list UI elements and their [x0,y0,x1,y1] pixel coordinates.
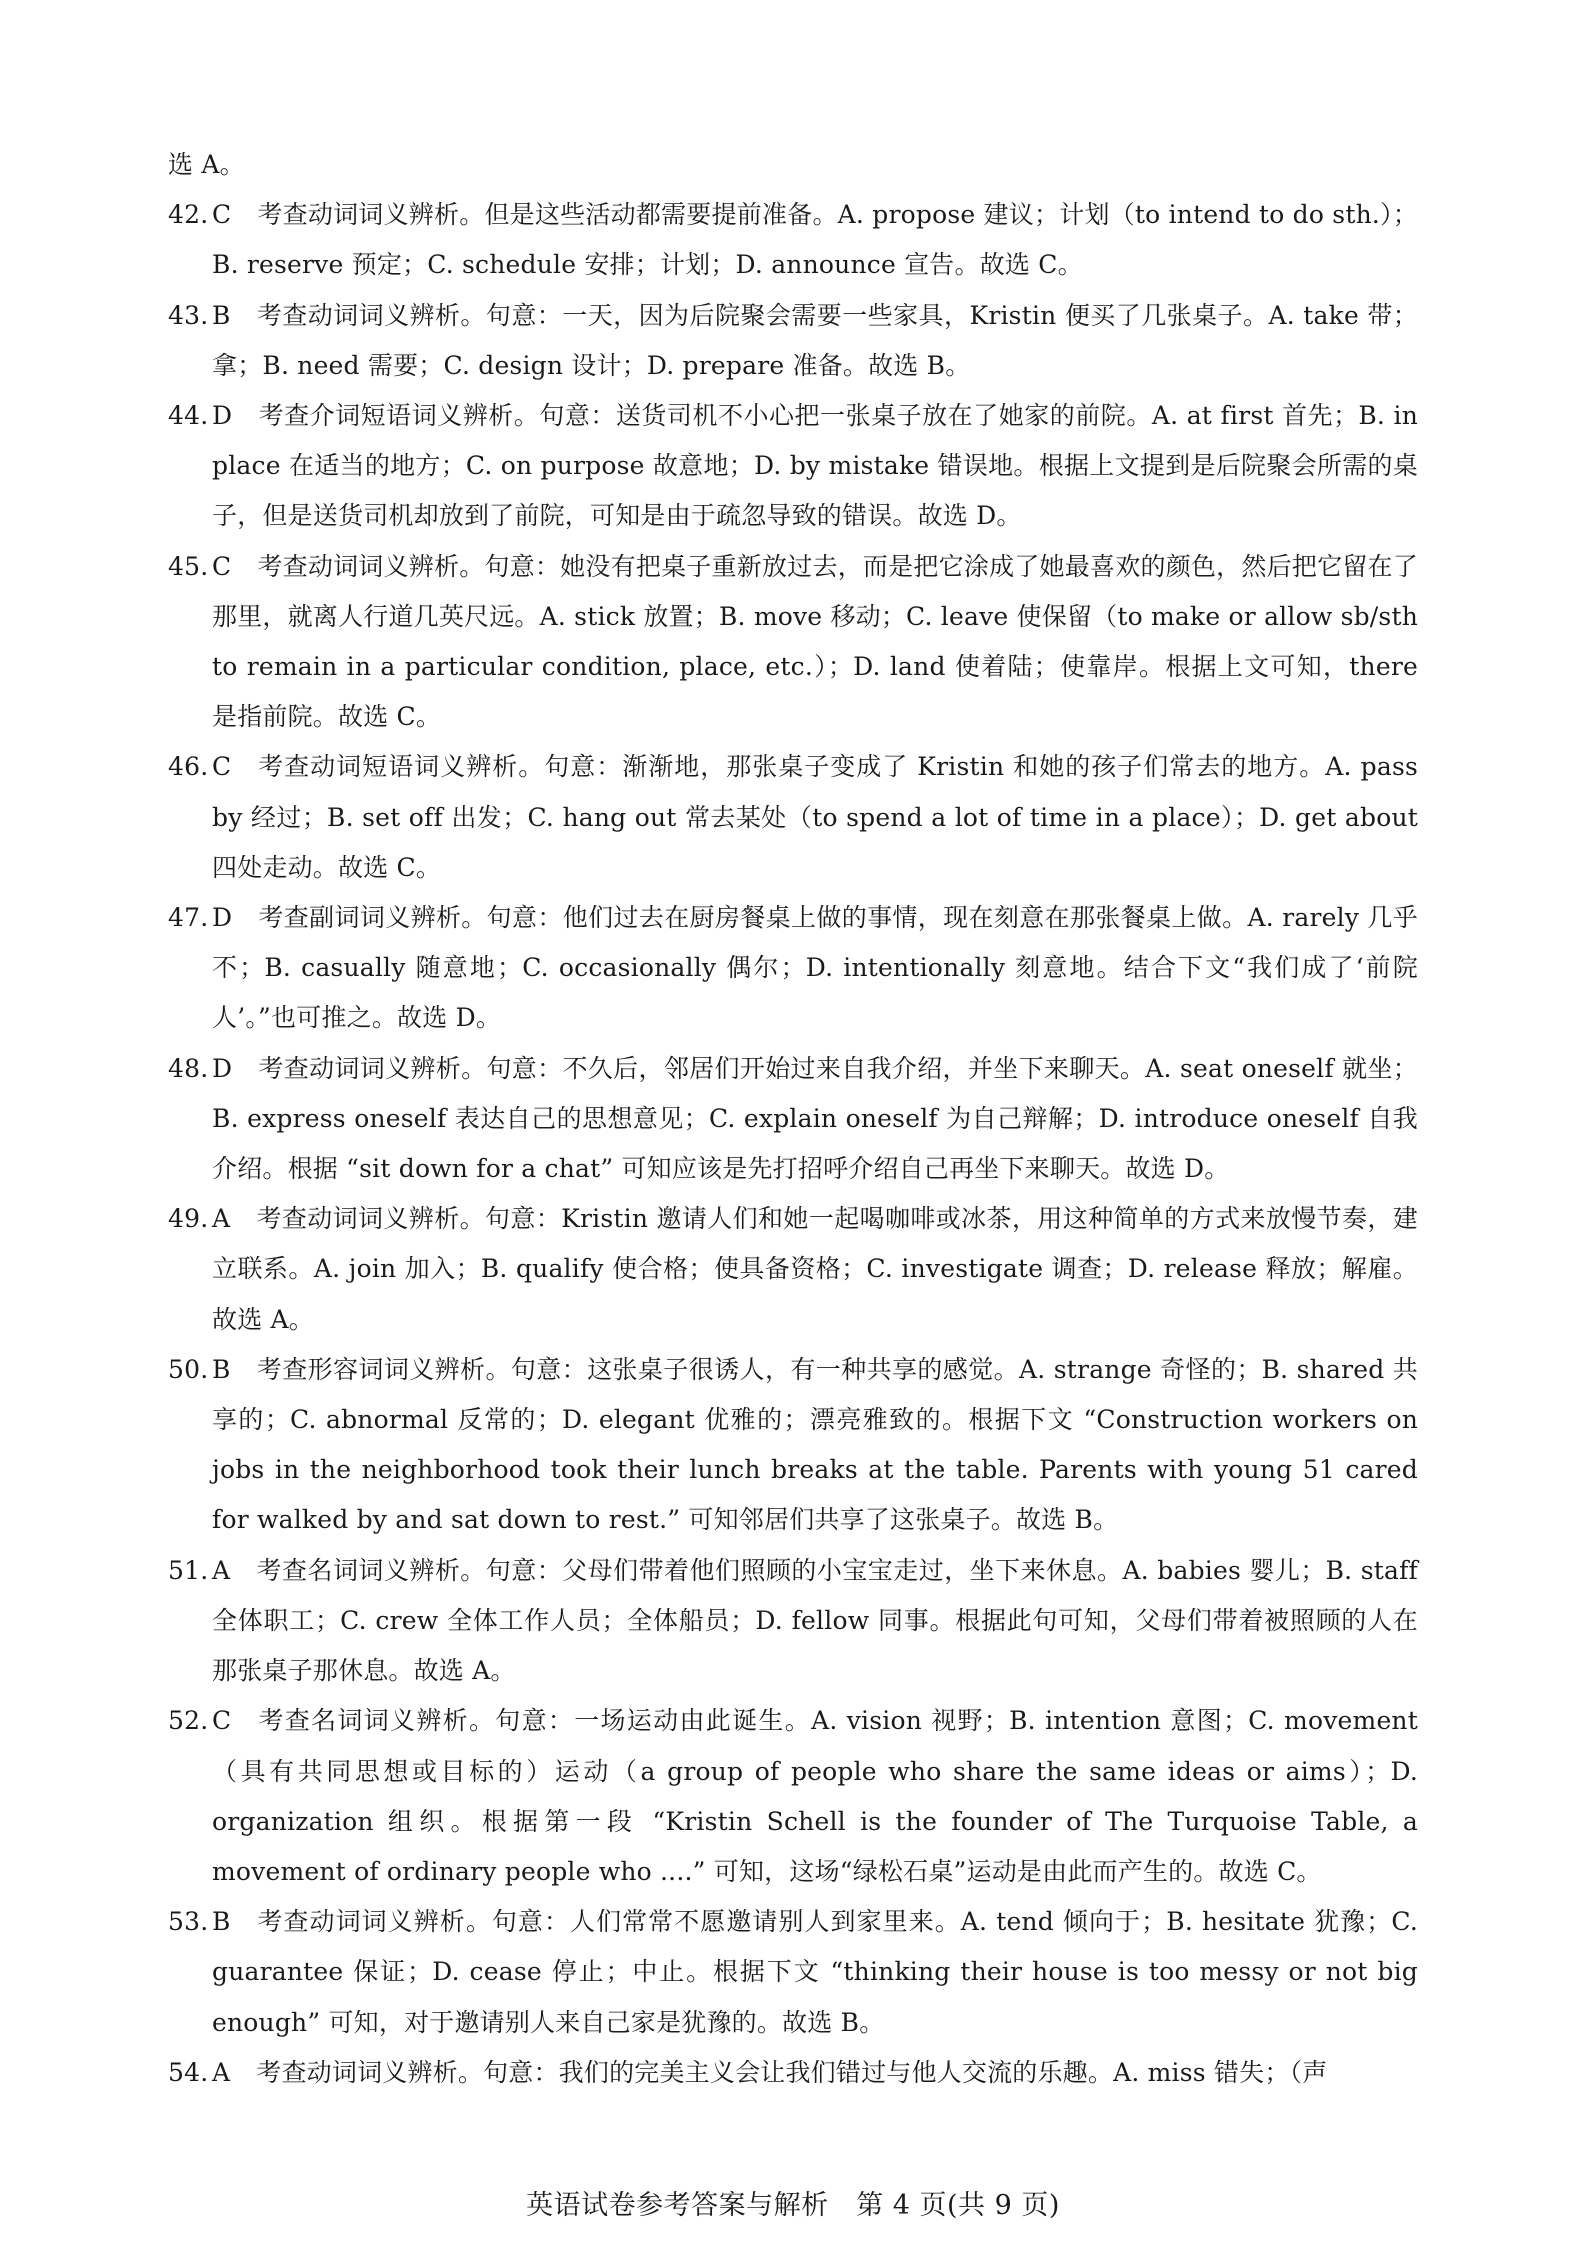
item-answer: D [212,1053,233,1083]
item-text: 考查动词词义辨析。句意：不久后，邻居们开始过来自我介绍，并坐下来聊天。A. seat oneself 就坐；B. express oneself 表达自己的思想意见；C. explain oneself 为自己辩解；D. introduce oneself 自我介绍。根据 “sit down for a chat” 可知应该是先打招呼介绍自己再坐下来聊天。故选 D。 [212,1053,1418,1184]
item-answer: B [212,1354,231,1384]
item-answer: A [212,1204,231,1234]
item-number: 51. [168,1555,209,1585]
explanation-item [168,893,1418,1044]
item-text: 考查介词短语词义辨析。句意：送货司机不小心把一张桌子放在了她家的前院。A. at first 首先；B. in place 在适当的地方；C. on purpose 故意地；D. by mistake 错误地。根据上文提到是后院聚会所需的桌子，但是送货司机却放到了前院，可知是由于疏忽导致的错误。故选 D。 [212,401,1418,531]
explanation-item [168,742,1418,893]
answer-explanations [168,140,1418,2098]
item-number: 43. [168,300,209,330]
item-answer: A [212,2057,231,2087]
continued-line: 选 A。 [168,150,245,179]
explanation-item [168,391,1418,542]
explanation-item [168,1897,1418,2048]
item-answer: B [212,1907,231,1937]
explanation-item [168,1345,1418,1546]
item-text: 考查副词词义辨析。句意：他们过去在厨房餐桌上做的事情，现在刻意在那张餐桌上做。A. rarely 几乎不；B. casually 随意地；C. occasionally 偶尔；D. intentionally 刻意地。结合下文“我们成了‘前院人’。”也可推之。故选 D。 [212,903,1418,1033]
item-text: 考查名词词义辨析。句意：父母们带着他们照顾的小宝宝走过，坐下来休息。A. babies 婴儿；B. staff 全体职工；C. crew 全体工作人员；全体船员；D. fellow 同事。根据此句可知，父母们带着被照顾的人在那张桌子那休息。故选 A。 [212,1555,1418,1686]
item-number: 49. [168,1204,209,1234]
explanation-item [168,190,1418,290]
item-text: 考查动词词义辨析。句意：一天，因为后院聚会需要一些家具，Kristin 便买了几张桌子。A. take 带；拿；B. need 需要；C. design 设计；D. prepare 准备。故选 B。 [212,300,1418,380]
item-answer: A [212,1555,231,1585]
item-answer: D [212,401,233,431]
item-answer: C [212,551,232,581]
item-number: 53. [168,1907,209,1937]
page-footer: 英语试卷参考答案与解析 第 4 页(共 9 页) [526,2190,1060,2221]
explanation-item [168,1546,1418,1697]
explanation-item [168,542,1418,743]
item-text: 考查名词词义辨析。句意：一场运动由此诞生。A. vision 视野；B. intention 意图；C. movement（具有共同思想或目标的）运动（a group of people who share the same ideas or aims）；D. organization 组织。根据第一段 “Kristin Schell is the founder of The Turquoise Table, a movement of ordinary people who ....” 可知，这场“绿松石桌”运动是由此而产生的。故选 C。 [212,1706,1418,1886]
item-number: 45. [168,551,209,581]
item-answer: C [212,752,232,782]
item-text: 考查形容词词义辨析。句意：这张桌子很诱人，有一种共享的感觉。A. strange 奇怪的；B. shared 共享的；C. abnormal 反常的；D. elegant 优雅的；漂亮雅致的。根据下文 “Construction workers on jobs in the neighborhood took their lunch breaks at the table. Parents with young 51 cared for walked by and sat down to rest.” 可知邻居们共享了这张桌子。故选 B。 [212,1354,1418,1535]
item-text: 考查动词词义辨析。句意：人们常常不愿邀请别人到家里来。A. tend 倾向于；B. hesitate 犹豫；C. guarantee 保证；D. cease 停止；中止。根据下文 “thinking their house is too messy or not big enough” 可知，对于邀请别人来自己家是犹豫的。故选 B。 [212,1907,1418,2037]
item-text: 考查动词词义辨析。句意：我们的完美主义会让我们错过与他人交流的乐趣。A. miss 错失；（声 [256,2057,1328,2087]
item-number: 44. [168,401,209,431]
item-number: 52. [168,1706,209,1736]
item-text: 考查动词词义辨析。句意：她没有把桌子重新放过去，而是把它涂成了她最喜欢的颜色，然后把它留在了那里，就离人行道几英尺远。A. stick 放置；B. move 移动；C. leave 使保留（to make or allow sb/sth to remain in a particular condition, place, etc.）；D. land 使着陆；使靠岸。根据上文可知，there 是指前院。故选 C。 [212,551,1418,732]
explanation-item [168,291,1418,391]
item-number: 50. [168,1354,209,1384]
item-number: 42. [168,200,209,230]
explanation-item [168,1696,1418,1897]
item-answer: C [212,1706,232,1736]
item-number: 54. [168,2057,209,2087]
item-number: 47. [168,903,209,933]
item-answer: B [212,300,231,330]
item-text: 考查动词词义辨析。句意：Kristin 邀请人们和她一起喝咖啡或冰茶，用这种简单的方式来放慢节奏，建立联系。A. join 加入；B. qualify 使合格；使具备资格；C. investigate 调查；D. release 释放；解雇。故选 A。 [212,1204,1418,1334]
item-text: 考查动词短语词义辨析。句意：渐渐地，那张桌子变成了 Kristin 和她的孩子们常去的地方。A. pass by 经过；B. set off 出发；C. hang out 常去某处（to spend a lot of time in a place）；D. get about 四处走动。故选 C。 [212,752,1418,882]
item-number: 48. [168,1053,209,1083]
item-answer: C [212,200,232,230]
item-number: 46. [168,752,209,782]
item-answer: D [212,903,233,933]
explanation-item [168,2048,1418,2098]
explanation-item [168,1044,1418,1195]
item-text: 考查动词词义辨析。但是这些活动都需要提前准备。A. propose 建议；计划（to intend to do sth.）；B. reserve 预定；C. schedule 安排；计划；D. announce 宣告。故选 C。 [212,200,1418,280]
explanation-item [168,1194,1418,1345]
